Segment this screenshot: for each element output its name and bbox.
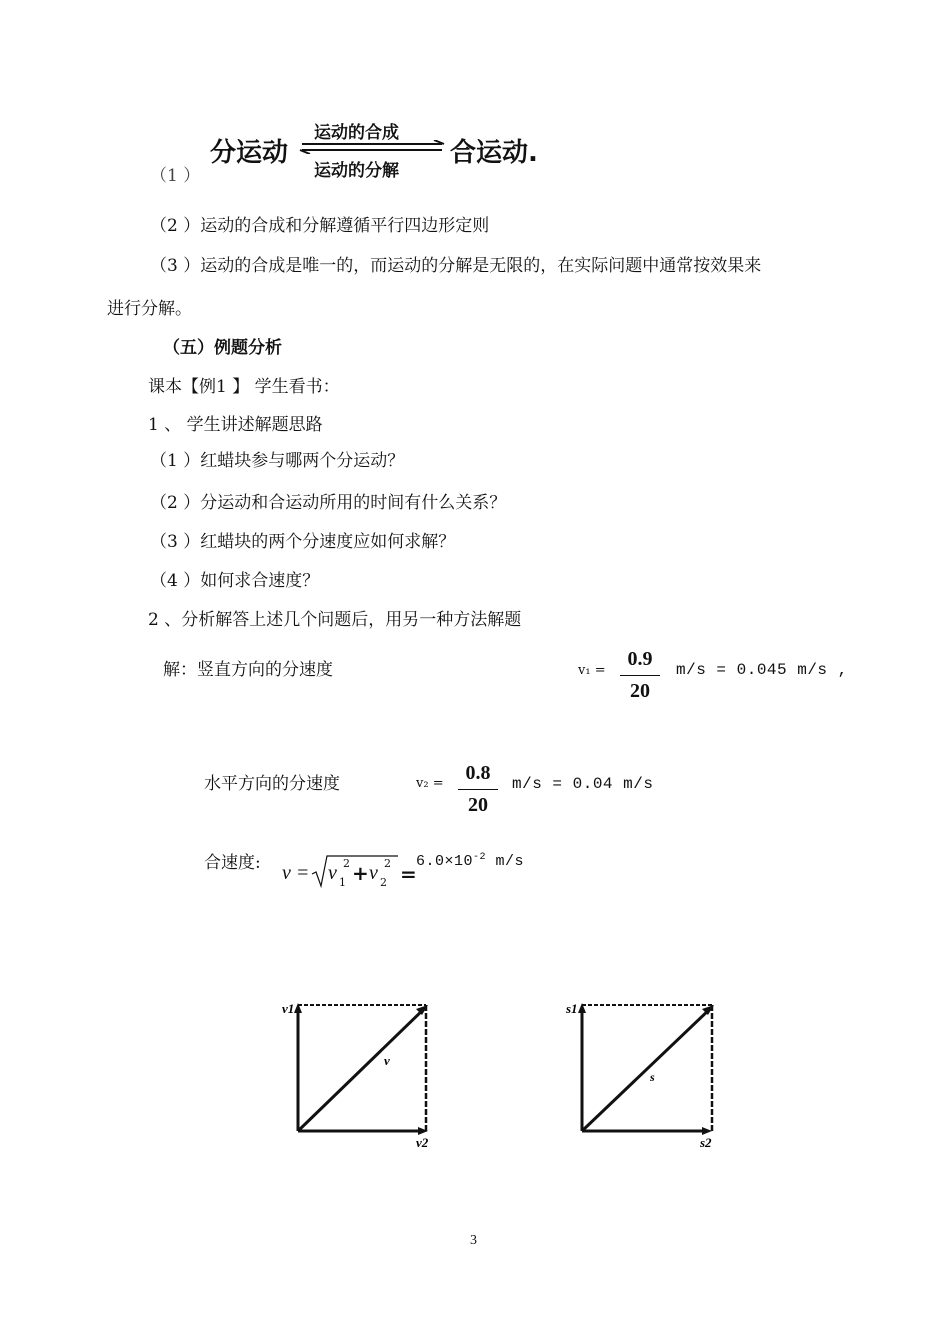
page-number: 3 (470, 1233, 477, 1248)
question-1: （1 ）红蜡块参与哪两个分运动？ (150, 451, 405, 471)
v2-sub: 2 (380, 876, 387, 889)
item-2-num: （2 ） (150, 216, 201, 236)
section-heading: （五）例题分析 (163, 338, 282, 358)
item-2 (150, 215, 489, 237)
v-formula-v1: v (328, 862, 337, 884)
v2-sup: 2 (384, 857, 391, 870)
s-diagonal (582, 1007, 712, 1131)
v-result-exponent: -2 (473, 852, 487, 863)
formula-double-arrow (298, 140, 446, 154)
v1-fraction (620, 648, 660, 703)
step-2: 2 、分析解答上述几个问题后，用另一种方法解题 (148, 610, 522, 630)
v1-denominator: 20 (630, 680, 650, 702)
item-2-text: 运动的合成和分解遵循平行四边形定则 (200, 216, 490, 236)
v2-lhs: v₂ = (416, 776, 444, 791)
horizontal-label: 水平方向的分速度 (204, 774, 340, 794)
v-formula-v2: v (369, 862, 378, 884)
vertical-label: 解：竖直方向的分速度 (163, 660, 333, 680)
item-3-num: （3 ） (150, 256, 201, 276)
v1-sup: 2 (343, 857, 350, 870)
question-3: （3 ）红蜡块的两个分速度应如何求解？ (150, 532, 456, 552)
question-2: （2 ）分运动和合运动所用的时间有什么关系？ (150, 493, 507, 513)
v1-numerator: 0.9 (627, 648, 653, 670)
v2-numerator: 0.8 (465, 762, 491, 784)
item-3 (150, 255, 761, 277)
v2-fraction (458, 762, 498, 817)
v1-sub: 1 (339, 876, 346, 889)
s2-label: s2 (700, 1135, 712, 1150)
formula-left: 分运动 (210, 138, 289, 168)
v2-denominator: 20 (468, 794, 488, 816)
item-1-num: （1 ） (150, 166, 201, 186)
velocity-diagram (280, 995, 440, 1155)
formula-right: 合运动. (450, 138, 538, 168)
step-1: 1 、 学生讲述解题思路 (148, 415, 323, 435)
v2-label: v2 (416, 1135, 429, 1150)
item-3-text: 运动的合成是唯一的，而运动的分解是无限的，在实际问题中通常按效果来 (200, 256, 762, 276)
textbook-line: 课本【例1 】 学生看书： (148, 377, 340, 397)
v1-lhs: v₁ = (578, 663, 606, 678)
question-4: （4 ）如何求合速度？ (150, 571, 320, 591)
v2-rhs: m/s = 0.04 m/s (512, 775, 654, 793)
v-diagonal (298, 1007, 426, 1131)
displacement-diagram (564, 995, 724, 1155)
formula-bottom-label: 运动的分解 (314, 161, 399, 181)
v-formula-lhs: v = (282, 862, 310, 884)
v1-label: v1 (282, 1001, 295, 1016)
plus-sign: + (352, 861, 369, 885)
formula-top-label: 运动的合成 (314, 123, 399, 143)
v-formula-eq: = (400, 862, 417, 886)
v1-rhs: m/s = 0.045 m/s , (676, 661, 848, 679)
combined-label: 合速度: (204, 853, 261, 873)
item-3-continuation: 进行分解。 (107, 299, 192, 319)
v-label: v (384, 1053, 390, 1068)
s1-label: s1 (566, 1001, 578, 1016)
s-label: s (650, 1070, 655, 1084)
v-result: $6.0\times 10^{-2}$ m/s (416, 852, 525, 870)
